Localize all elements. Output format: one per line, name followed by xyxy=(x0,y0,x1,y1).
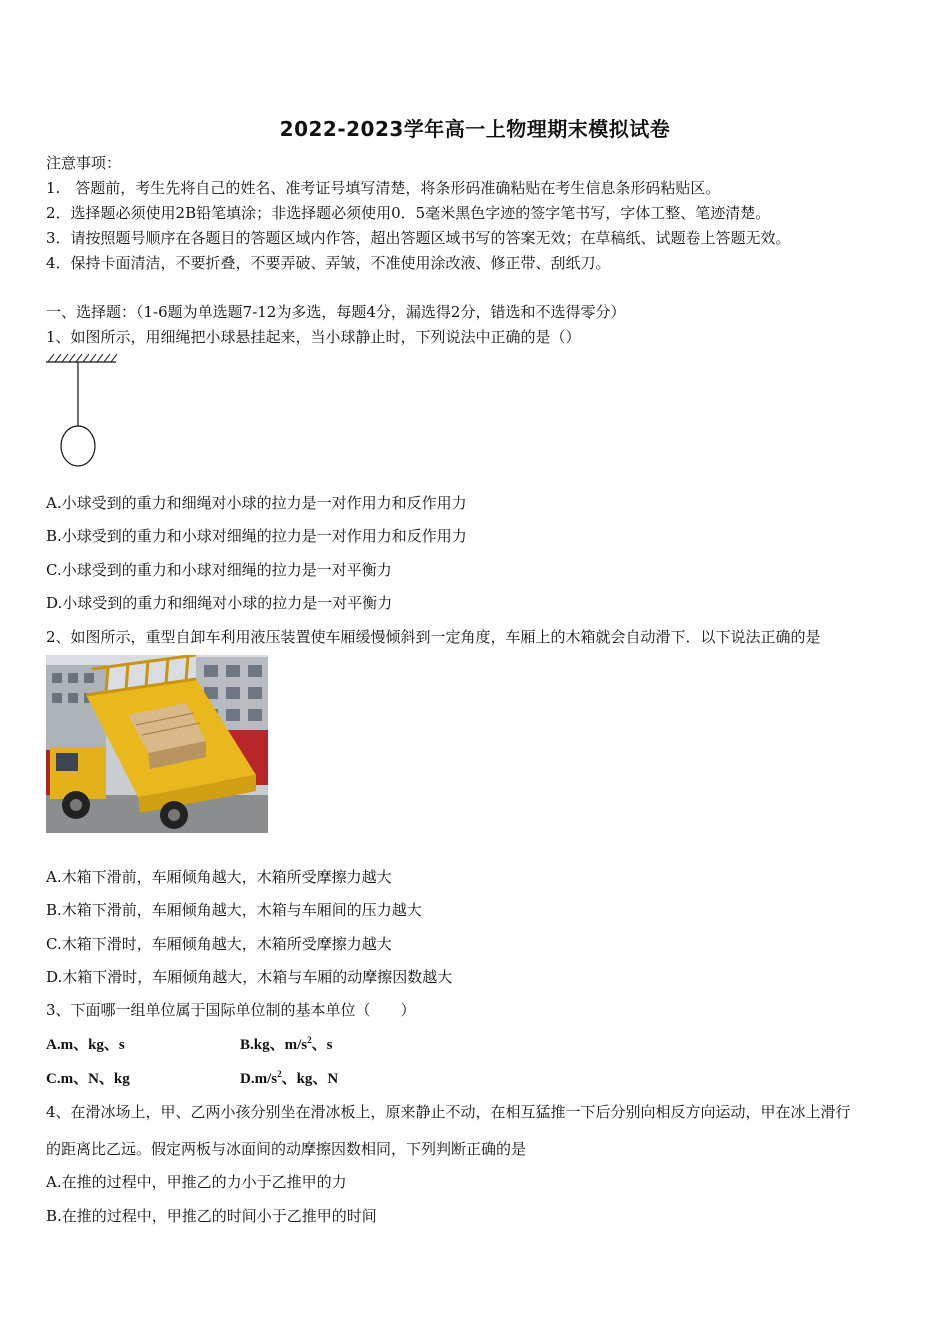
question-1-stem: 1、如图所示，用细绳把小球悬挂起来，当小球静止时，下列说法中正确的是（） xyxy=(46,328,581,346)
question-2-option-a: A.木箱下滑前，车厢倾角越大，木箱所受摩擦力越大 xyxy=(46,868,392,886)
notice-item: 4．保持卡面清洁，不要折叠，不要弄破、弄皱，不准使用涂改液、修正带、刮纸刀。 xyxy=(46,254,611,272)
question-1-option-a: A.小球受到的重力和细绳对小球的拉力是一对作用力和反作用力 xyxy=(46,494,467,512)
dump-truck-photo xyxy=(46,655,268,833)
question-1-option-d: D.小球受到的重力和细绳对小球的拉力是一对平衡力 xyxy=(46,594,393,612)
question-4-stem-line1: 4、在滑冰场上，甲、乙两小孩分别坐在滑冰板上，原来静止不动，在相互猛推一下后分别向相反方向运动，甲在冰上滑行 xyxy=(46,1103,851,1121)
question-4-stem-line2: 的距离比乙远。假定两板与冰面间的动摩擦因数相同，下列判断正确的是 xyxy=(46,1140,527,1158)
notice-item: 2．选择题必须使用2B铅笔填涂；非选择题必须使用0．5毫米黑色字迹的签字笔书写，字体工整、笔迹清楚。 xyxy=(46,204,771,222)
section-heading: 一、选择题：（1-6题为单选题7-12为多选，每题4分，漏选得2分，错选和不选得零分） xyxy=(46,303,626,321)
question-1-option-b: B.小球受到的重力和小球对细绳的拉力是一对作用力和反作用力 xyxy=(46,527,467,545)
question-4-option-a: A.在推的过程中，甲推乙的力小于乙推甲的力 xyxy=(46,1173,347,1191)
question-1-option-c: C.小球受到的重力和小球对细绳的拉力是一对平衡力 xyxy=(46,561,392,579)
ceiling-hatch xyxy=(48,354,117,362)
question-3-option-b: B.kg、$m/s^2$、s xyxy=(240,1035,333,1053)
question-3-stem: 3、下面哪一组单位属于国际单位制的基本单位（ ） xyxy=(46,1001,416,1019)
question-3-option-a: A.m、kg、s xyxy=(46,1037,125,1053)
page-title: 2022-2023学年高一上物理期末模拟试卷 xyxy=(279,117,671,141)
question-3-option-c: C.m、N、kg xyxy=(46,1071,130,1087)
question-2-option-d: D.木箱下滑时，车厢倾角越大，木箱与车厢的动摩擦因数越大 xyxy=(46,968,453,986)
ball xyxy=(61,426,95,466)
notice-item: 1. 答题前，考生先将自己的姓名、准考证号填写清楚，将条形码准确粘贴在考生信息条形码粘贴区。 xyxy=(46,179,721,197)
notice-heading: 注意事项： xyxy=(46,154,122,172)
hanging-ball-figure xyxy=(44,352,120,472)
question-2-stem: 2、如图所示，重型自卸车利用液压装置使车厢缓慢倾斜到一定角度，车厢上的木箱就会自动滑下．以下说法正确的是 xyxy=(46,628,821,646)
question-2-option-b: B.木箱下滑前，车厢倾角越大，木箱与车厢间的压力越大 xyxy=(46,901,422,919)
question-2-option-c: C.木箱下滑时，车厢倾角越大，木箱所受摩擦力越大 xyxy=(46,935,392,953)
question-4-option-b: B.在推的过程中，甲推乙的时间小于乙推甲的时间 xyxy=(46,1207,377,1225)
notice-item: 3．请按照题号顺序在各题目的答题区域内作答，超出答题区域书写的答案无效；在草稿纸、试题卷上答题无效。 xyxy=(46,229,791,247)
question-3-option-d: $D.m/s^2$、kg、N xyxy=(240,1069,339,1087)
